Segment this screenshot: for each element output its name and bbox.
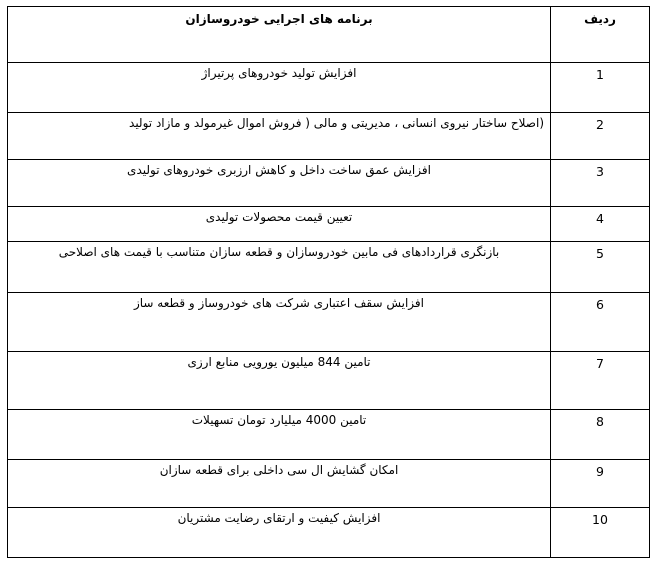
row-description: افزایش عمق ساخت داخل و کاهش ارزبری خودروهای تولیدی	[8, 160, 551, 207]
header-row	[8, 7, 650, 63]
row-number: 7	[551, 352, 650, 410]
row-description: (اصلاح ساختار نیروی انسانی ، مدیریتی و مالی ( فروش اموال غیرمولد و مازاد تولید	[8, 113, 551, 160]
header-index: ردیف	[551, 7, 650, 63]
row-number: 9	[551, 460, 650, 508]
table-row	[8, 293, 650, 352]
row-description: امکان گشایش ال سی داخلی برای قطعه سازان	[8, 460, 551, 508]
row-number: 3	[551, 160, 650, 207]
programs-table	[7, 6, 650, 558]
row-description: تامین 4000 میلیارد تومان تسهیلات	[8, 410, 551, 460]
row-description: تامین 844 میلیون یورویی منابع ارزی	[8, 352, 551, 410]
row-description: تعیین قیمت محصولات تولیدی	[8, 207, 551, 242]
row-number: 4	[551, 207, 650, 242]
table-row	[8, 207, 650, 242]
table-row	[8, 113, 650, 160]
header-program: برنامه های اجرایی خودروسازان	[8, 7, 551, 63]
row-description: افزایش تولید خودروهای پرتیراژ	[8, 63, 551, 113]
table-row	[8, 410, 650, 460]
row-number: 1	[551, 63, 650, 113]
row-description: افزایش کیفیت و ارتقای رضایت مشتریان	[8, 508, 551, 558]
row-number: 5	[551, 242, 650, 293]
table-row	[8, 352, 650, 410]
row-number: 8	[551, 410, 650, 460]
table-row	[8, 63, 650, 113]
row-description: افزایش سقف اعتباری شرکت های خودروساز و قطعه ساز	[8, 293, 551, 352]
table-row	[8, 460, 650, 508]
row-number: 2	[551, 113, 650, 160]
table-row	[8, 242, 650, 293]
row-description: بازنگری قراردادهای فی مابین خودروسازان و قطعه سازان متناسب با قیمت های اصلاحی	[8, 242, 551, 293]
table-row	[8, 160, 650, 207]
row-number: 10	[551, 508, 650, 558]
table-row	[8, 508, 650, 558]
row-number: 6	[551, 293, 650, 352]
